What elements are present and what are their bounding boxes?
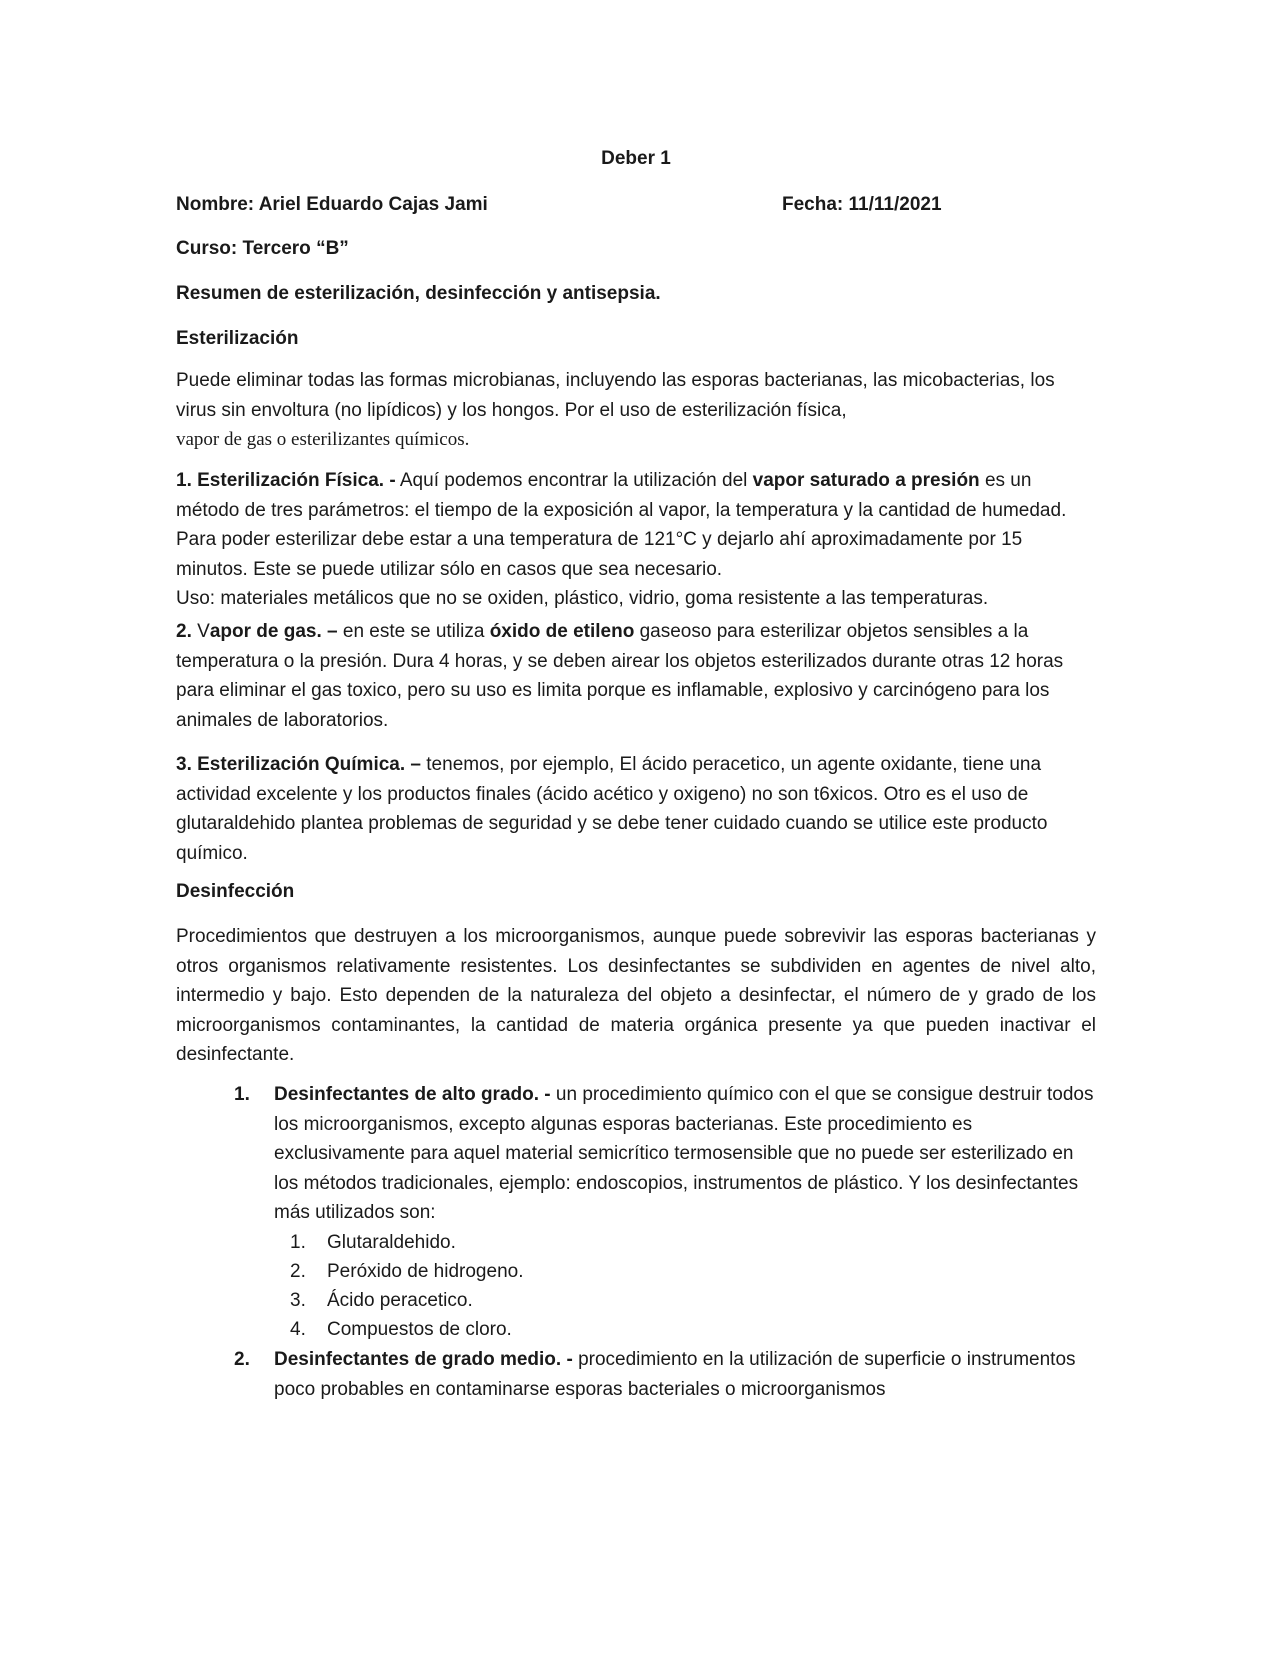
medium-grade-label: Desinfectantes de grado medio. - [274,1349,573,1370]
physical-text-a: Aquí podemos encontrar la utilización del [395,470,753,491]
gas-text-b: gaseoso para esterilizar objetos sensibles a la temperatura o la presión. Dura 4 horas, y se deben airear los objetos esterilizados durante otras 12 horas para eliminar el gas toxico, pero su uso es limita porque es inflamable, explosivo y carcinógeno para los animales de laboratorios. [176,621,1064,731]
list-item-body [274,1345,1094,1404]
sub-item-number: 1. [290,1232,306,1253]
sub-item-number: 2. [290,1261,306,1282]
sub-item-text: Glutaraldehido. [327,1232,456,1253]
high-grade-text: un procedimiento químico con el que se consigue destruir todos los microorganismos, excepto algunas esporas bacterianas. Este procedimiento es exclusivamente para aquel material semicrítico termosensible que no puede ser esterilizado en los métodos tradicionales, ejemplo: endoscopios, instrumentos de plástico. Y los desinfectantes más utilizados son: [274,1084,1094,1223]
sub-item-text: Peróxido de hidrogeno. [327,1261,524,1282]
gas-bold: óxido de etileno [489,621,635,642]
sub-item-number: 4. [290,1319,306,1340]
gas-num: 2. [176,621,192,642]
chemical-label: 3. Esterilización Química. – [176,754,421,775]
chemical-text: tenemos, por ejemplo, El ácido peracetico, un agente oxidante, tiene una actividad excelente y los productos finales (ácido acético y oxigeno) no son t6xicos. Otro es el uso de glutaraldehido plantea problemas de seguridad y se debe tener cuidado cuando se utilice este producto químico. [176,754,1048,864]
sub-item-number: 3. [290,1290,306,1311]
gas-label: apor de gas. – [209,621,338,642]
sub-item-text: Ácido peracetico. [327,1290,473,1311]
chemical-sterilization [176,750,1096,868]
sterilization-heading: Esterilización [176,328,299,349]
course: Curso: Tercero “B” [176,238,349,259]
disinfection-heading: Desinfección [176,881,295,902]
physical-sterilization [176,466,1096,614]
physical-bold: vapor saturado a presión [752,470,980,491]
intro-text-serif: vapor de gas o esterilizantes químicos. [176,429,470,450]
document-title: Deber 1 [601,148,671,169]
gas-v: V [191,621,210,642]
high-grade-label: Desinfectantes de alto grado. - [274,1084,551,1105]
list-item-number: 2. [234,1349,250,1370]
student-name: Nombre: Ariel Eduardo Cajas Jami [176,194,488,215]
date: Fecha: 11/11/2021 [782,194,942,215]
medium-grade-text: procedimiento en la utilización de superficie o instrumentos poco probables en contaminarse esporas bacteriales o microorganismos [274,1349,1076,1400]
intro-text: Puede eliminar todas las formas microbianas, incluyendo las esporas bacterianas, las micobacterias, los virus sin envoltura (no lipídicos) y los hongos. Por el uso de esterilización física, [176,370,1055,421]
summary-title: Resumen de esterilización, desinfección y antisepsia. [176,283,661,304]
disinfection-text: Procedimientos que destruyen a los microorganismos, aunque puede sobrevivir las esporas bacterianas y otros organismos relativamente resistentes. Los desinfectantes se subdividen en agentes de nivel alto, intermedio y bajo. Esto dependen de la naturaleza del objeto a desinfectar, el número de y grado de los microorganismos contaminantes, la cantidad de materia orgánica presente ya que pueden inactivar el desinfectante. [176,926,1096,1065]
physical-text-b: es un método de tres parámetros: el tiempo de la exposición al vapor, la temperatura y la cantidad de humedad. Para poder esterilizar debe estar a una temperatura de 121°C y dejarlo ahí aproximadamente por 15 minutos. Este se puede utilizar sólo en casos que sea necesario. [176,470,1067,580]
gas-sterilization [176,617,1096,735]
list-item-body [274,1080,1094,1228]
list-item-number: 1. [234,1084,250,1105]
sub-item-text: Compuestos de cloro. [327,1319,512,1340]
physical-uso: Uso: materiales metálicos que no se oxiden, plástico, vidrio, goma resistente a las temperaturas. [176,588,989,609]
gas-text-a: en este se utiliza [337,621,490,642]
physical-label: 1. Esterilización Física. - [176,470,396,491]
sterilization-intro [176,366,1096,455]
